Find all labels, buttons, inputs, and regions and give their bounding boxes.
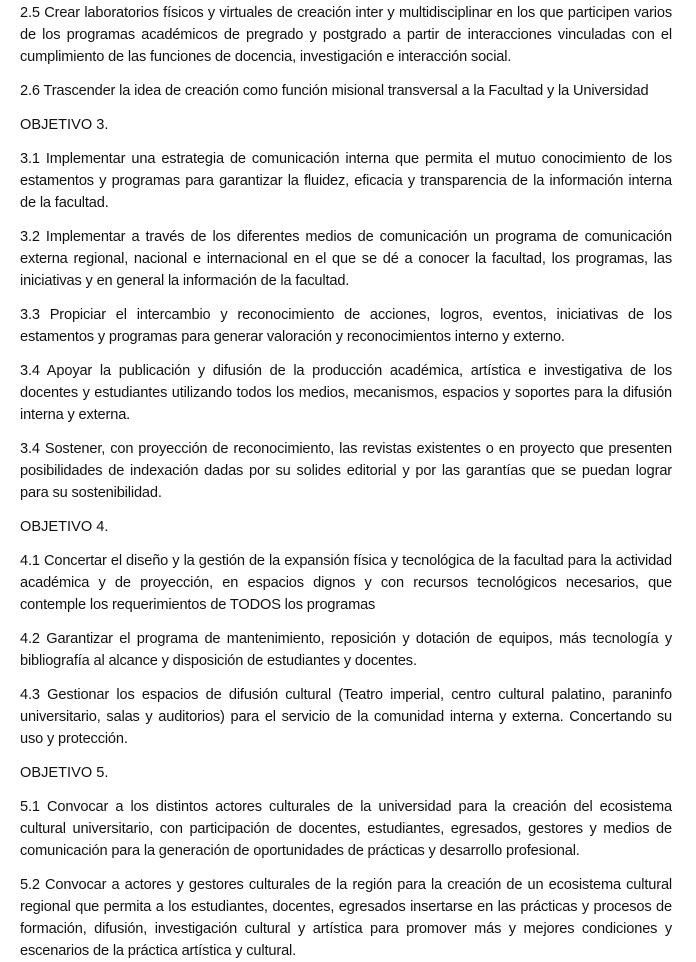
paragraph-3-3: 3.3 Propiciar el intercambio y reconocimiento de acciones, logros, eventos, iniciativas de los estamentos y programas para generar valoración y reconocimientos interno y externo. [20, 307, 672, 345]
paragraph-4-3: 4.3 Gestionar los espacios de difusión cultural (Teatro imperial, centro cultural palatino, paraninfo universitario, salas y auditorios) para el servicio de la comunidad interna y externa. Concertando su uso y protección. [20, 687, 672, 747]
paragraph-2-6: 2.6 Trascender la idea de creación como función misional transversal a la Facultad y la Universidad [20, 83, 649, 99]
paragraph-3-1: 3.1 Implementar una estrategia de comunicación interna que permita el mutuo conocimiento de los estamentos y programas para garantizar la fluidez, eficacia y transparencia de la información interna de la facultad. [20, 151, 672, 211]
paragraph-3-2: 3.2 Implementar a través de los diferentes medios de comunicación un programa de comunicación externa regional, nacional e internacional en el que se dé a conocer la facultad, los programas, las iniciativas y en general la información de la facultad. [20, 229, 672, 289]
paragraph-4-1: 4.1 Concertar el diseño y la gestión de la expansión física y tecnológica de la facultad para la actividad académica y de proyección, en espacios dignos y con recursos tecnológicos necesarios, que contemple los requerimientos de TODOS los programas [20, 553, 672, 613]
paragraph-2-5: 2.5 Crear laboratorios físicos y virtuales de creación inter y multidisciplinar en los que participen varios de los programas académicos de pregrado y postgrado a partir de interacciones vinculadas con el cumplimiento de las funciones de docencia, investigación e interacción social. [20, 5, 672, 65]
paragraph-5-2: 5.2 Convocar a actores y gestores culturales de la región para la creación de un ecosistema cultural regional que permita a los estudiantes, docentes, egresados insertarse en las prácticas y procesos de formación, difusión, investigación cultural y artística para promover más y mejores condiciones y escenarios de la práctica artística y cultural. [20, 877, 672, 959]
heading-objetivo-4: OBJETIVO 4. [20, 519, 109, 535]
paragraph-4-2: 4.2 Garantizar el programa de mantenimiento, reposición y dotación de equipos, más tecnología y bibliografía al alcance y disposición de estudiantes y docentes. [20, 631, 672, 669]
paragraph-3-4-apoyar: 3.4 Apoyar la publicación y difusión de la producción académica, artística e investigativa de los docentes y estudiantes utilizando todos los medios, mecanismos, espacios y soportes para la difusión interna y externa. [20, 363, 672, 423]
paragraph-3-4-sostener: 3.4 Sostener, con proyección de reconocimiento, las revistas existentes o en proyecto que presenten posibilidades de indexación dadas por su solides editorial y por las garantías que se puedan lograr para su sostenibilidad. [20, 441, 672, 501]
paragraph-5-1: 5.1 Convocar a los distintos actores culturales de la universidad para la creación del ecosistema cultural universitario, con participación de docentes, estudiantes, egresados, gestores y medios de comunicación para la generación de oportunidades de prácticas y desarrollo profesional. [20, 799, 672, 859]
heading-objetivo-5: OBJETIVO 5. [20, 765, 109, 781]
heading-objetivo-3: OBJETIVO 3. [20, 117, 109, 133]
